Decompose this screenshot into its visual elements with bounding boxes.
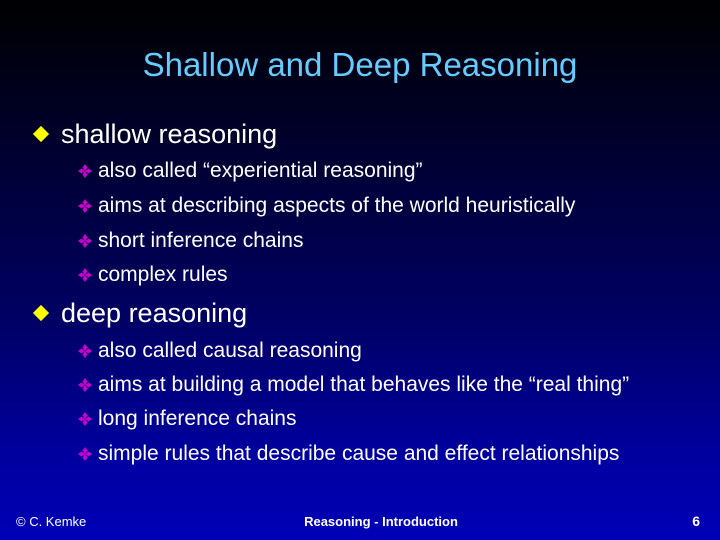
list-item-text: short inference chains — [98, 229, 304, 252]
four-diamond-bullet-icon — [78, 199, 92, 213]
list-item — [78, 157, 423, 185]
footer-author: © C. Kemke — [16, 514, 87, 529]
section-heading-text: shallow reasoning — [61, 118, 278, 149]
list-item-text: simple rules that describe cause and effect relationships — [98, 442, 620, 465]
page-number: 6 — [692, 513, 700, 529]
section-heading-text: deep reasoning — [61, 297, 248, 328]
diamond-bullet-icon — [32, 125, 50, 143]
list-item — [78, 337, 362, 365]
slide-title: Shallow and Deep Reasoning — [142, 46, 578, 83]
list-item-text: aims at describing aspects of the world heuristically — [98, 194, 576, 217]
four-diamond-bullet-icon — [78, 447, 92, 461]
four-diamond-bullet-icon — [78, 412, 92, 426]
list-item — [78, 440, 619, 468]
list-item — [78, 371, 629, 399]
list-item-text: also called “experiential reasoning” — [98, 159, 423, 182]
list-item-text: aims at building a model that behaves like the “real thing” — [98, 373, 630, 396]
four-diamond-bullet-icon — [78, 344, 92, 358]
section-heading-deep — [32, 295, 247, 331]
list-item-text: complex rules — [98, 263, 228, 286]
list-item — [78, 405, 296, 433]
list-item — [78, 192, 575, 220]
footer-course-title: Reasoning - Introduction — [304, 514, 458, 529]
list-item-text: long inference chains — [98, 407, 297, 430]
four-diamond-bullet-icon — [78, 268, 92, 282]
four-diamond-bullet-icon — [78, 234, 92, 248]
list-item — [78, 227, 303, 255]
list-item-text: also called causal reasoning — [98, 339, 362, 362]
list-item — [78, 261, 228, 289]
four-diamond-bullet-icon — [78, 164, 92, 178]
diamond-bullet-icon — [32, 304, 50, 322]
four-diamond-bullet-icon — [78, 378, 92, 392]
section-heading-shallow — [32, 116, 277, 152]
